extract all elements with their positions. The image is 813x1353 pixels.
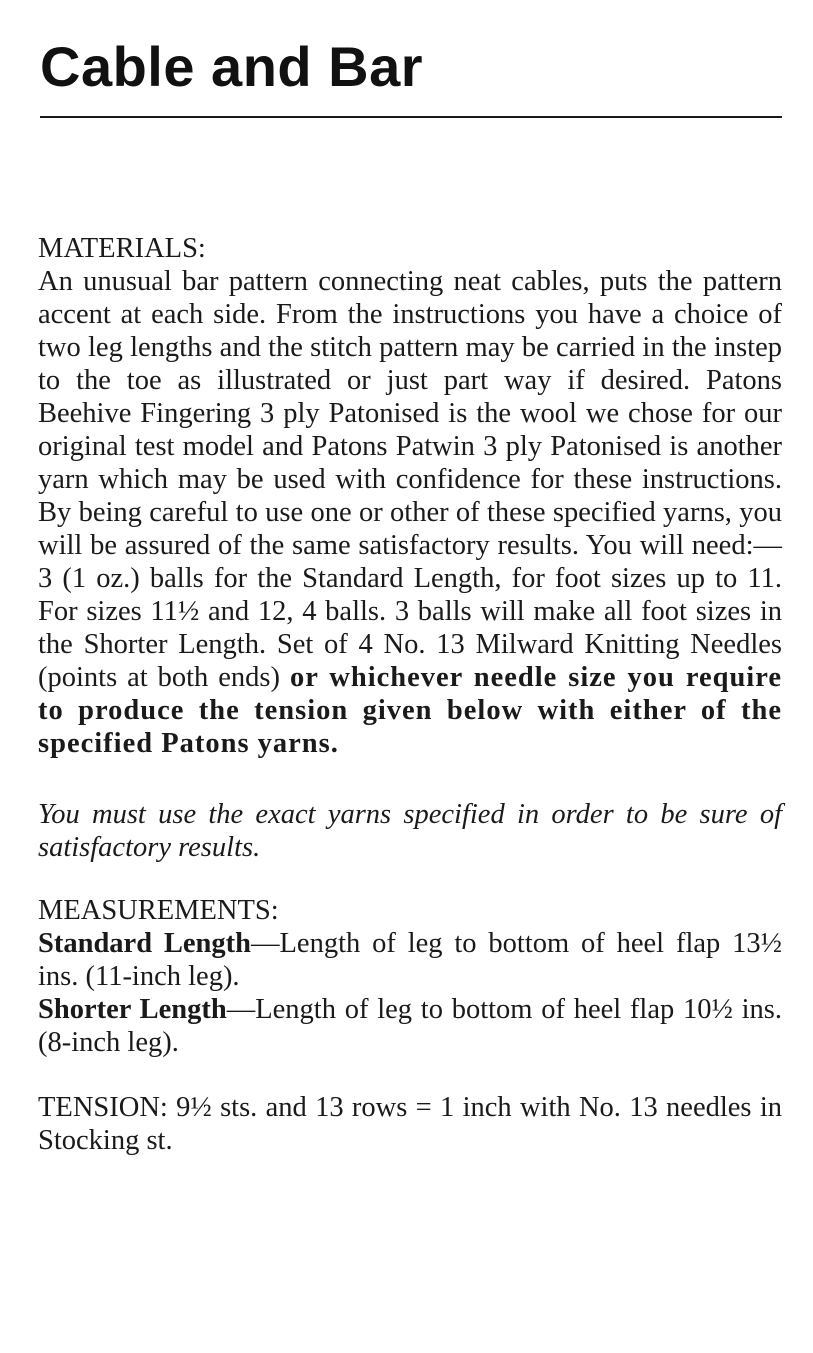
title-divider [40,116,782,118]
materials-heading: MATERIALS: [38,233,206,264]
shorter-length-text: —Length of leg to bottom of heel flap 10½ ins. (8-inch leg). [38,994,782,1058]
shorter-length-entry [38,993,782,1059]
standard-length-entry [38,927,782,993]
materials-body: An unusual bar pattern connecting neat cables, puts the pattern accent at each side. From the instructions you have a choice of two leg lengths and the stitch pattern may be carried in the instep to the toe as illustrated or just part way if desired. Patons Beehive Fingering 3 ply Patonised is the wool we chose for our original test model and Patons Patwin 3 ply Patonised is another yarn which may be used with confidence for these instructions. By being careful to use one or other of these specified yarns, you will be assured of the same satisfactory results. You will need:—3 (1 oz.) balls for the Standard Length, for foot sizes up to 11. For sizes 11½ and 12, 4 balls. 3 balls will make all foot sizes in the Shorter Length. Set of 4 No. 13 Milward Knitting Needles (points at both ends) [38,266,782,693]
standard-length-text: —Length of leg to bottom of heel flap 13½ ins. (11-inch leg). [38,928,782,992]
materials-needle-note: or whichever needle size you require to produce the tension given below with either of the specified Patons yarns. [38,662,783,759]
tension-entry [38,1091,782,1157]
yarn-warning-note: You must use the exact yarns specified in order to be sure of satisfactory results. [38,799,782,863]
standard-length-label: Standard Length [38,928,252,959]
tension-label: TENSION: [38,1092,168,1123]
page-title: Cable and Bar [40,35,424,98]
tension-text: 9½ sts. and 13 rows = 1 inch with No. 13 needles in Stocking st. [38,1092,782,1156]
materials-paragraph [38,265,782,760]
pattern-text [38,232,782,1157]
shorter-length-label: Shorter Length [38,994,227,1025]
measurements-heading: MEASUREMENTS: [38,895,279,926]
